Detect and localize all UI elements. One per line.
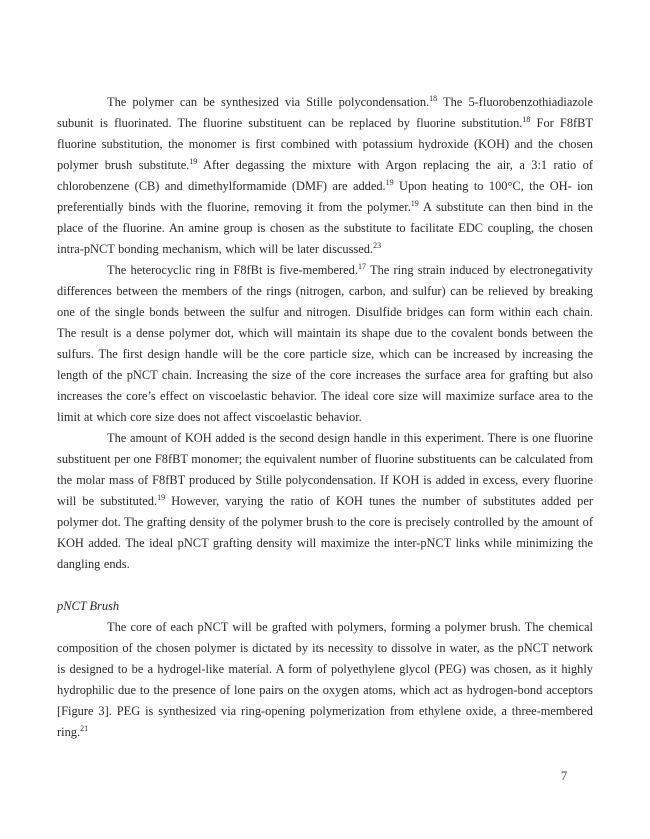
body-text xyxy=(57,92,593,743)
section-heading: pNCT Brush xyxy=(57,599,120,613)
page-number: 7 xyxy=(561,769,568,783)
citation-superscript: 19 xyxy=(189,156,198,166)
paragraph-stille-synthesis: The polymer can be synthesized via Stille polycondensation.$^{18}$ The 5-fluorobenzothiadiazole subunit is fluorinated. The fluorine substituent can be replaced by fluorine substitution.$^{18}$ For F8fBT fluorine substitution, the monomer is first combined with potassium hydroxide (KOH) and the chosen polymer brush substitute.$^{19}$ After degassing the mixture with Argon replacing the air, a 3:1 ratio of chlorobenzene (CB) and dimethylformamide (DMF) are added.$^{19}$ Upon heating to 100°C, the OH- ion preferentially binds with the fluorine, removing it from the polymer.$^{19}$ A substitute can then bind in the place of the fluorine. An amine group is chosen as the substitute to facilitate EDC coupling, the chosen intra-pNCT bonding mechanism, which will be later discussed.$^{23}$ xyxy=(57,93,593,256)
paragraph-ring-strain-core-size: The heterocyclic ring in F8fBt is five-membered.$^{17}$ The ring strain induced by electronegativity differences between the members of the rings (nitrogen, carbon, and sulfur) can be relieved by breaking one of the single bonds between the sulfur and nitrogen. Disulfide bridges can form within each chain. The result is a dense polymer dot, which will maintain its shape due to the covalent bonds between the sulfurs. The first design handle will be the core particle size, which can be increased by increasing the length of the pNCT chain. Increasing the size of the core increases the surface area for grafting but also increases the core’s effect on viscoelastic behavior. The ideal core size will maximize surface area to the limit at which core size does not affect viscoelastic behavior. xyxy=(57,261,593,424)
citation-superscript: 23 xyxy=(373,240,382,250)
citation-superscript: 19 xyxy=(157,492,166,502)
citation-superscript: 19 xyxy=(410,198,419,208)
citation-superscript: 18 xyxy=(522,114,531,124)
citation-superscript: 19 xyxy=(385,177,394,187)
citation-superscript: 21 xyxy=(80,723,89,733)
citation-superscript: 17 xyxy=(357,261,366,271)
paragraph-pnct-brush: The core of each pNCT will be grafted with polymers, forming a polymer brush. The chemical composition of the chosen polymer is dictated by its necessity to dissolve in water, as the pNCT network is designed to be a hydrogel-like material. A form of polyethylene glycol (PEG) was chosen, as it highly hydrophilic due to the presence of lone pairs on the oxygen atoms, which act as hydrogen-bond acceptors [Figure 3]. PEG is synthesized via ring-opening polymerization from ethylene oxide, a three-membered ring.$^{21}$ xyxy=(57,620,593,739)
citation-superscript: 18 xyxy=(429,93,438,103)
paragraph-koh-design-handle: The amount of KOH added is the second design handle in this experiment. There is one fluorine substituent per one F8fBT monomer; the equivalent number of fluorine substituents can be calculated from the molar mass of F8fBT produced by Stille polycondensation. If KOH is added in excess, every fluorine will be substituted.$^{19}$ However, varying the ratio of KOH tunes the number of substitutes added per polymer dot. The grafting density of the polymer brush to the core is precisely controlled by the amount of KOH added. The ideal pNCT grafting density will maximize the inter-pNCT links while minimizing the dangling ends. xyxy=(57,431,593,571)
